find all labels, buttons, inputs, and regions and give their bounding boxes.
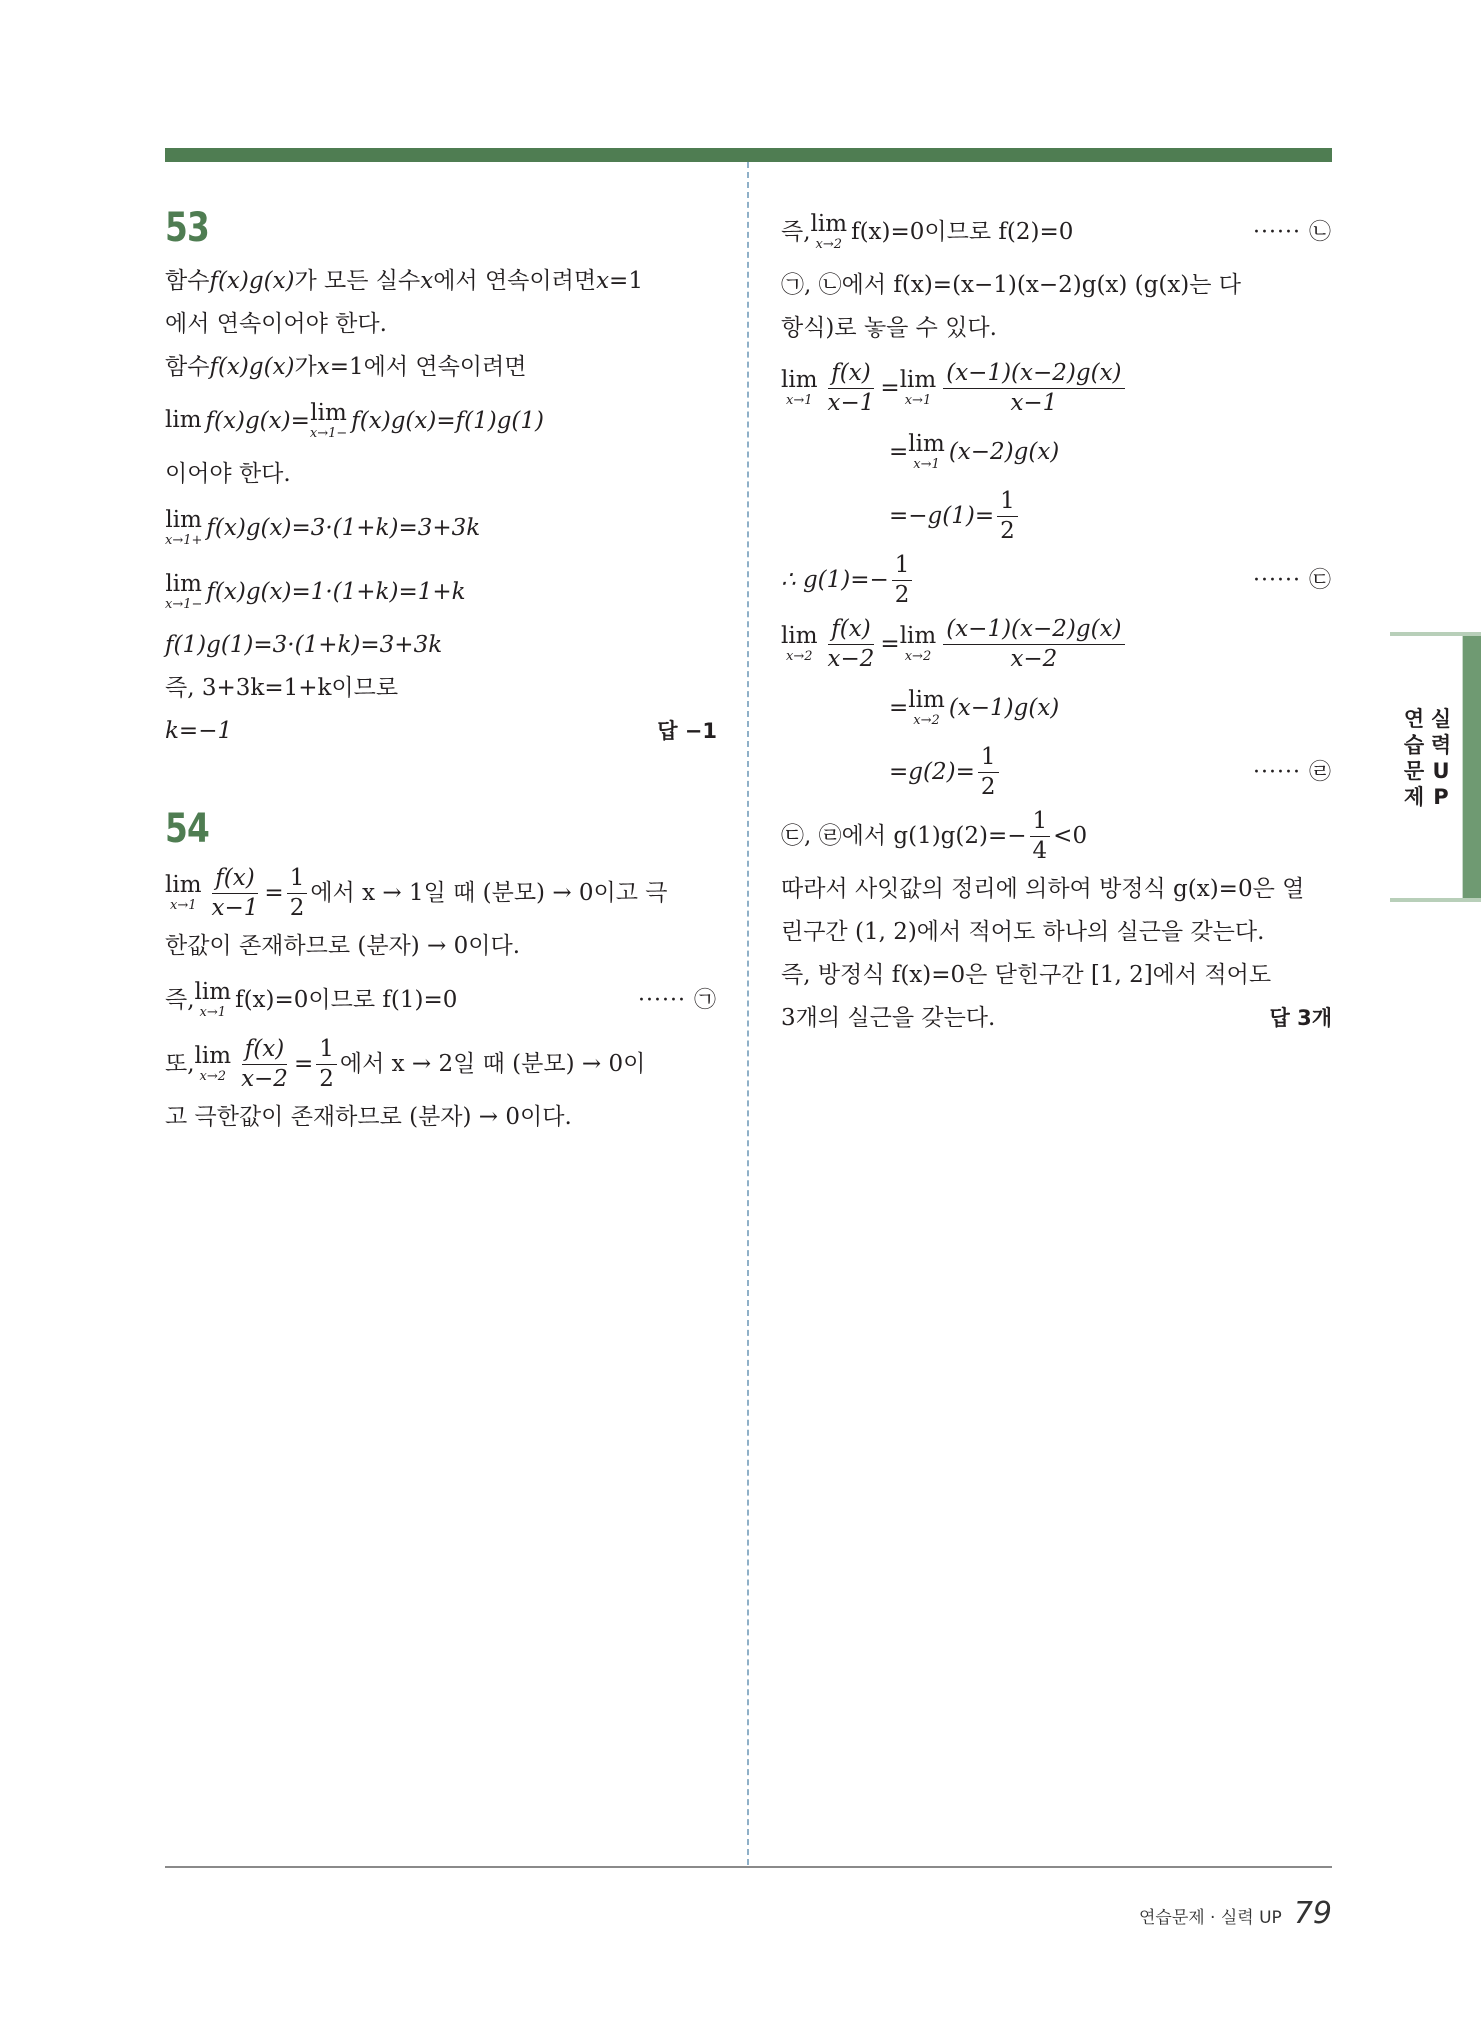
p53-line-9: 즉, 3+3k=1+k이므로 <box>165 675 399 701</box>
fraction: $\frac{f(x)}{x-1}$ <box>211 865 259 921</box>
p54-line-4: 또, lim x→2 $\frac{f(x)}{x-2}$ = $\frac{1}{2}$ 에서 x → 2일 때 (분모) → 0이 <box>165 1036 646 1092</box>
footer-section-label: 연습문제 · 실력 UP <box>1138 1908 1282 1928</box>
column-divider <box>747 162 749 1865</box>
footer-rule <box>165 1866 1332 1868</box>
r-line-5: = lim x→1 (x−2)g(x) <box>889 431 1060 472</box>
r-line-4: lim x→1 $\frac{f(x)}{x-1}$ = lim x→1 $\frac{(x-1)(x-2)g(x)}{x-1}$ <box>781 356 1332 420</box>
p53-line-2: 에서 연속이어야 한다. <box>165 311 387 337</box>
marker-1: ······ ㉠ <box>638 987 717 1013</box>
p53-answer: 답 −1 <box>657 719 717 743</box>
p53-line-1: 함수 f(x)g(x) 가 모든 실수 x 에서 연속이려면 x =1 <box>165 268 643 294</box>
page-number: 79 <box>1293 1896 1332 1931</box>
limit-operator: lim x→1 <box>781 367 818 408</box>
top-header-bar <box>165 148 1332 162</box>
limit-operator: lim x→1− <box>309 400 348 441</box>
limit-operator: lim x→1− <box>165 571 203 612</box>
p54-answer: 답 3개 <box>1269 1006 1332 1030</box>
fraction: $\frac{(x-1)(x-2)g(x)}{x-2}$ <box>943 617 1124 670</box>
r-line-3: 항식)로 놓을 수 있다. <box>781 315 997 341</box>
marker-2: ······ ㉡ <box>1253 219 1332 245</box>
r-line-2: ㉠, ㉡에서 f(x)=(x−1)(x−2)g(x) (g(x)는 다 <box>781 272 1242 298</box>
fraction: $\frac{f(x)}{x-2}$ <box>827 616 875 672</box>
limit-operator: lim x→1+ <box>165 507 203 548</box>
limit-operator: lim x→2 <box>810 211 848 252</box>
r-line-8: lim x→2 $\frac{f(x)}{x-2}$ = lim x→2 $\frac{(x-1)(x-2)g(x)}{x-2}$ <box>781 612 1332 676</box>
fraction: $\frac{f(x)}{x-2}$ <box>241 1036 288 1092</box>
p53-line-6: lim x→1+ f(x)g(x)=3·(1+k)=3+3k <box>165 507 481 548</box>
r-line-1: 즉, lim x→2 f(x)=0이므로 f(2)=0 ······ ㉡ <box>781 211 1332 252</box>
limit-operator: lim <box>165 406 202 433</box>
limit-operator: lim x→1 <box>165 872 202 913</box>
r-line-7: ∴ g(1)=− $\frac{1}{2}$ ······ ㉢ <box>781 552 1332 608</box>
left-column <box>165 200 717 1139</box>
right-column <box>781 200 1332 1040</box>
r-line-10: =g(2)= $\frac{1}{2}$ ······ ㉣ <box>889 744 1332 800</box>
r-line-14: 즉, 방정식 f(x)=0은 닫힌구간 [1, 2]에서 적어도 <box>781 962 1272 988</box>
limit-operator: lim x→2 <box>781 623 818 664</box>
marker-4: ······ ㉣ <box>1253 759 1332 785</box>
fraction: $\frac{f(x)}{x-1}$ <box>827 360 875 416</box>
limit-operator: lim x→1 <box>194 979 232 1020</box>
page-footer <box>1139 1896 1332 1931</box>
p54-line-5: 고 극한값이 존재하므로 (분자) → 0이다. <box>165 1104 572 1130</box>
p54-line-2: 한값이 존재하므로 (분자) → 0이다. <box>165 933 521 959</box>
limit-operator: lim x→2 <box>899 623 937 664</box>
limit-operator: lim x→1 <box>899 367 937 408</box>
r-line-11: ㉢, ㉣에서 g(1)g(2)=− $\frac{1}{4}$ <0 <box>781 808 1088 864</box>
marker-3: ······ ㉢ <box>1253 567 1332 593</box>
p53-line-10: k=−1 답 −1 <box>165 710 717 753</box>
fraction: $\frac{1}{2}$ <box>287 866 308 919</box>
fraction: $\frac{1}{2}$ <box>978 745 999 798</box>
section-side-tab <box>1390 632 1481 902</box>
r-line-6: =−g(1)= $\frac{1}{2}$ <box>781 484 1332 548</box>
r-line-12: 따라서 사잇값의 정리에 의하여 방정식 g(x)=0은 열 <box>781 876 1305 902</box>
p53-line-3: 함수 f(x)g(x) 가 x =1에서 연속이려면 <box>165 354 527 380</box>
fraction: $\frac{1}{4}$ <box>1030 809 1051 862</box>
r-line-13: 린구간 (1, 2)에서 적어도 하나의 실근을 갖는다. <box>781 919 1265 945</box>
fraction: $\frac{1}{2}$ <box>997 489 1018 542</box>
p53-line-5: 이어야 한다. <box>165 461 291 487</box>
limit-operator: lim x→2 <box>908 687 945 728</box>
fraction: $\frac{1}{2}$ <box>316 1037 337 1090</box>
limit-operator: lim x→1 <box>908 431 945 472</box>
problem-number-54: 54 <box>165 806 210 852</box>
r-line-9: = lim x→2 (x−1)g(x) <box>889 687 1060 728</box>
p54-line-3: 즉, lim x→1 f(x)=0이므로 f(1)=0 ······ ㉠ <box>165 979 717 1020</box>
side-tab-label-1: 연 습 문 제 <box>1403 707 1425 809</box>
side-tab-label-2: 실 력 U P <box>1430 707 1452 809</box>
p53-line-4: lim f(x)g(x)= lim x→1− f(x)g(x)=f(1)g(1) <box>165 400 545 441</box>
fraction: $\frac{(x-1)(x-2)g(x)}{x-1}$ <box>943 361 1124 414</box>
p53-line-7: lim x→1− f(x)g(x)=1·(1+k)=1+k <box>165 571 466 612</box>
r-line-15: 3개의 실근을 갖는다. 답 3개 <box>781 997 1332 1040</box>
limit-operator: lim x→2 <box>194 1043 232 1084</box>
p53-line-8: f(1)g(1)=3·(1+k)=3+3k <box>165 632 443 658</box>
problem-number-53: 53 <box>165 205 210 251</box>
fraction: $\frac{1}{2}$ <box>892 553 913 606</box>
p54-line-1: lim x→1 $\frac{f(x)}{x-1}$ = $\frac{1}{2}$ 에서 x → 1일 때 (분모) → 0이고 극 <box>165 865 668 921</box>
